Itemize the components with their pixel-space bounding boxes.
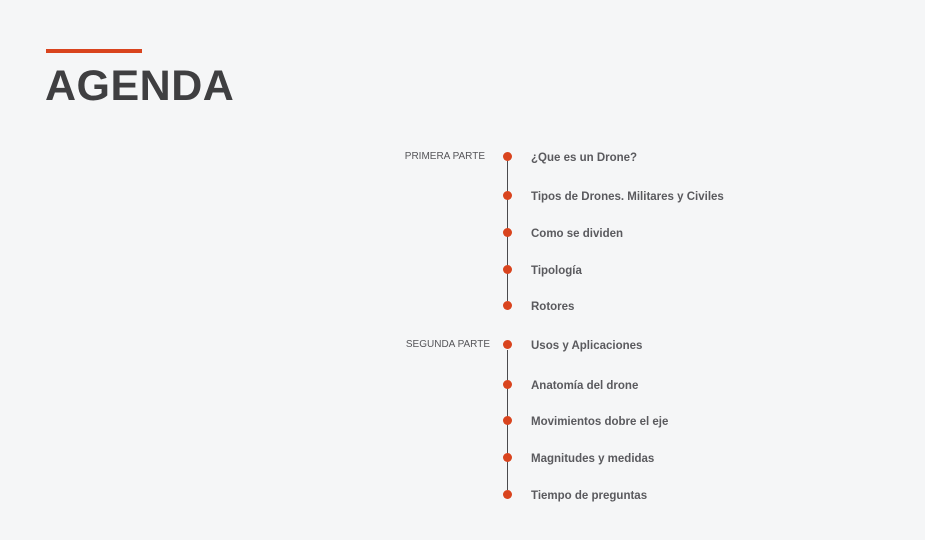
- timeline-dot: [503, 228, 512, 237]
- timeline-dot: [503, 191, 512, 200]
- slide-title: AGENDA: [45, 62, 235, 110]
- agenda-item: Anatomía del drone: [531, 380, 639, 392]
- agenda-item: Tiempo de preguntas: [531, 490, 648, 502]
- timeline-dot: [503, 416, 512, 425]
- agenda-item: Tipos de Drones. Militares y Civiles: [531, 191, 724, 203]
- agenda-item: Usos y Aplicaciones: [531, 340, 643, 352]
- agenda-item: Como se dividen: [531, 228, 624, 240]
- agenda-item: Rotores: [531, 301, 575, 313]
- agenda-item: Magnitudes y medidas: [531, 453, 655, 465]
- agenda-item: ¿Que es un Drone?: [531, 152, 638, 164]
- title-accent-bar: [46, 49, 142, 53]
- timeline-dot: [503, 265, 512, 274]
- section-label-segunda-parte: SEGUNDA PARTE: [405, 339, 490, 350]
- timeline-dot: [503, 453, 512, 462]
- timeline-dot: [503, 490, 512, 499]
- section-label-primera-parte: PRIMERA PARTE: [404, 151, 485, 162]
- agenda-item: Movimientos dobre el eje: [531, 416, 669, 428]
- timeline-dot: [503, 301, 512, 310]
- timeline-dot: [503, 380, 512, 389]
- timeline-dot: [503, 152, 512, 161]
- agenda-item: Tipología: [531, 265, 582, 277]
- timeline-dot: [503, 340, 512, 349]
